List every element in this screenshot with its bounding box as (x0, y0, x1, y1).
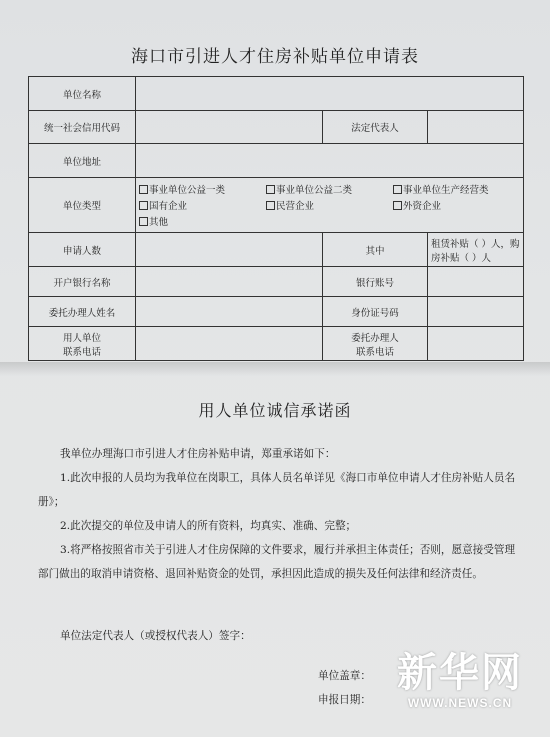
field-account[interactable] (428, 267, 524, 297)
field-subsidy-split[interactable]: 租赁补贴（ ）人，购房补贴（ ）人 (428, 233, 524, 267)
field-applicants[interactable] (136, 233, 323, 267)
label-unit-type: 单位类型 (29, 178, 136, 233)
option-public-welfare-2[interactable]: 事业单位公益二类 (266, 182, 393, 196)
date-label: 申报日期： (318, 694, 371, 706)
application-table (28, 76, 524, 361)
checkbox-icon (139, 201, 148, 210)
row-unit-name (29, 77, 524, 111)
field-bank[interactable] (136, 267, 323, 297)
option-private[interactable]: 民营企业 (266, 198, 393, 212)
row-address (29, 144, 524, 178)
row-agent (29, 297, 524, 327)
checkbox-icon (266, 185, 275, 194)
label-among: 其中 (323, 233, 428, 267)
field-address[interactable] (136, 144, 524, 178)
row-credit-code (29, 111, 524, 144)
unit-type-options (136, 178, 524, 233)
label-agent-name: 委托办理人姓名 (29, 297, 136, 327)
label-bank: 开户银行名称 (29, 267, 136, 297)
option-public-welfare-1[interactable]: 事业单位公益一类 (139, 182, 266, 196)
field-legal-rep[interactable] (428, 111, 524, 144)
label-account: 银行账号 (323, 267, 428, 297)
option-foreign[interactable]: 外资企业 (393, 198, 520, 212)
pledge-intro: 我单位办理海口市引进人才住房补贴申请，郑重承诺如下： (60, 448, 336, 460)
row-bank (29, 267, 524, 297)
checkbox-icon (393, 185, 402, 194)
row-unit-type (29, 178, 524, 233)
label-credit-code: 统一社会信用代码 (29, 111, 136, 144)
seal-label: 单位盖章： (318, 670, 371, 682)
label-employer-phone: 用人单位 联系电话 (29, 327, 136, 361)
field-agent-phone[interactable] (428, 327, 524, 361)
xinhua-watermark-logo (380, 650, 540, 710)
row-applicants (29, 233, 524, 267)
field-agent-name[interactable] (136, 297, 323, 327)
pledge-title: 用人单位诚信承诺函 (198, 401, 352, 420)
label-id-number: 身份证号码 (323, 297, 428, 327)
field-unit-name[interactable] (136, 77, 524, 111)
checkbox-icon (393, 201, 402, 210)
label-address: 单位地址 (29, 144, 136, 178)
checkbox-icon (139, 217, 148, 226)
form-title: 海口市引进人才住房补贴单位申请表 (131, 47, 419, 67)
pledge-item-2: 2.此次提交的单位及申请人的所有资料，均真实、准确、完整； (60, 520, 357, 532)
field-employer-phone[interactable] (136, 327, 323, 361)
label-applicants: 申请人数 (29, 233, 136, 267)
option-production-business[interactable]: 事业单位生产经营类 (393, 182, 520, 196)
option-state-owned[interactable]: 国有企业 (139, 198, 266, 212)
label-agent-phone: 委托办理人 联系电话 (323, 327, 428, 361)
watermark-en: WWW.NEWS.CN (407, 696, 513, 710)
field-id-number[interactable] (428, 297, 524, 327)
label-unit-name: 单位名称 (29, 77, 136, 111)
pledge-item-3: 3.将严格按照省市关于引进人才住房保障的文件要求，履行并承担主体责任；否则，愿意接受管理部门做出的取消申请资格、退回补贴资金的处罚，承担因此造成的损失及任何法律和经济责任。 (38, 544, 516, 580)
checkbox-icon (139, 185, 148, 194)
option-other[interactable]: 其他 (139, 214, 266, 228)
field-credit-code[interactable] (136, 111, 323, 144)
paper-fold-shadow (0, 362, 550, 376)
checkbox-icon (266, 201, 275, 210)
row-phones (29, 327, 524, 361)
pledge-item-1: 1.此次申报的人员均为我单位在岗职工，具体人员名单详见《海口市单位申请人才住房补贴人员名册》； (38, 472, 516, 508)
watermark-cn: 新华网 (397, 650, 523, 696)
label-legal-rep: 法定代表人 (323, 111, 428, 144)
signature-label: 单位法定代表人（或授权代表人）签字： (60, 630, 251, 642)
